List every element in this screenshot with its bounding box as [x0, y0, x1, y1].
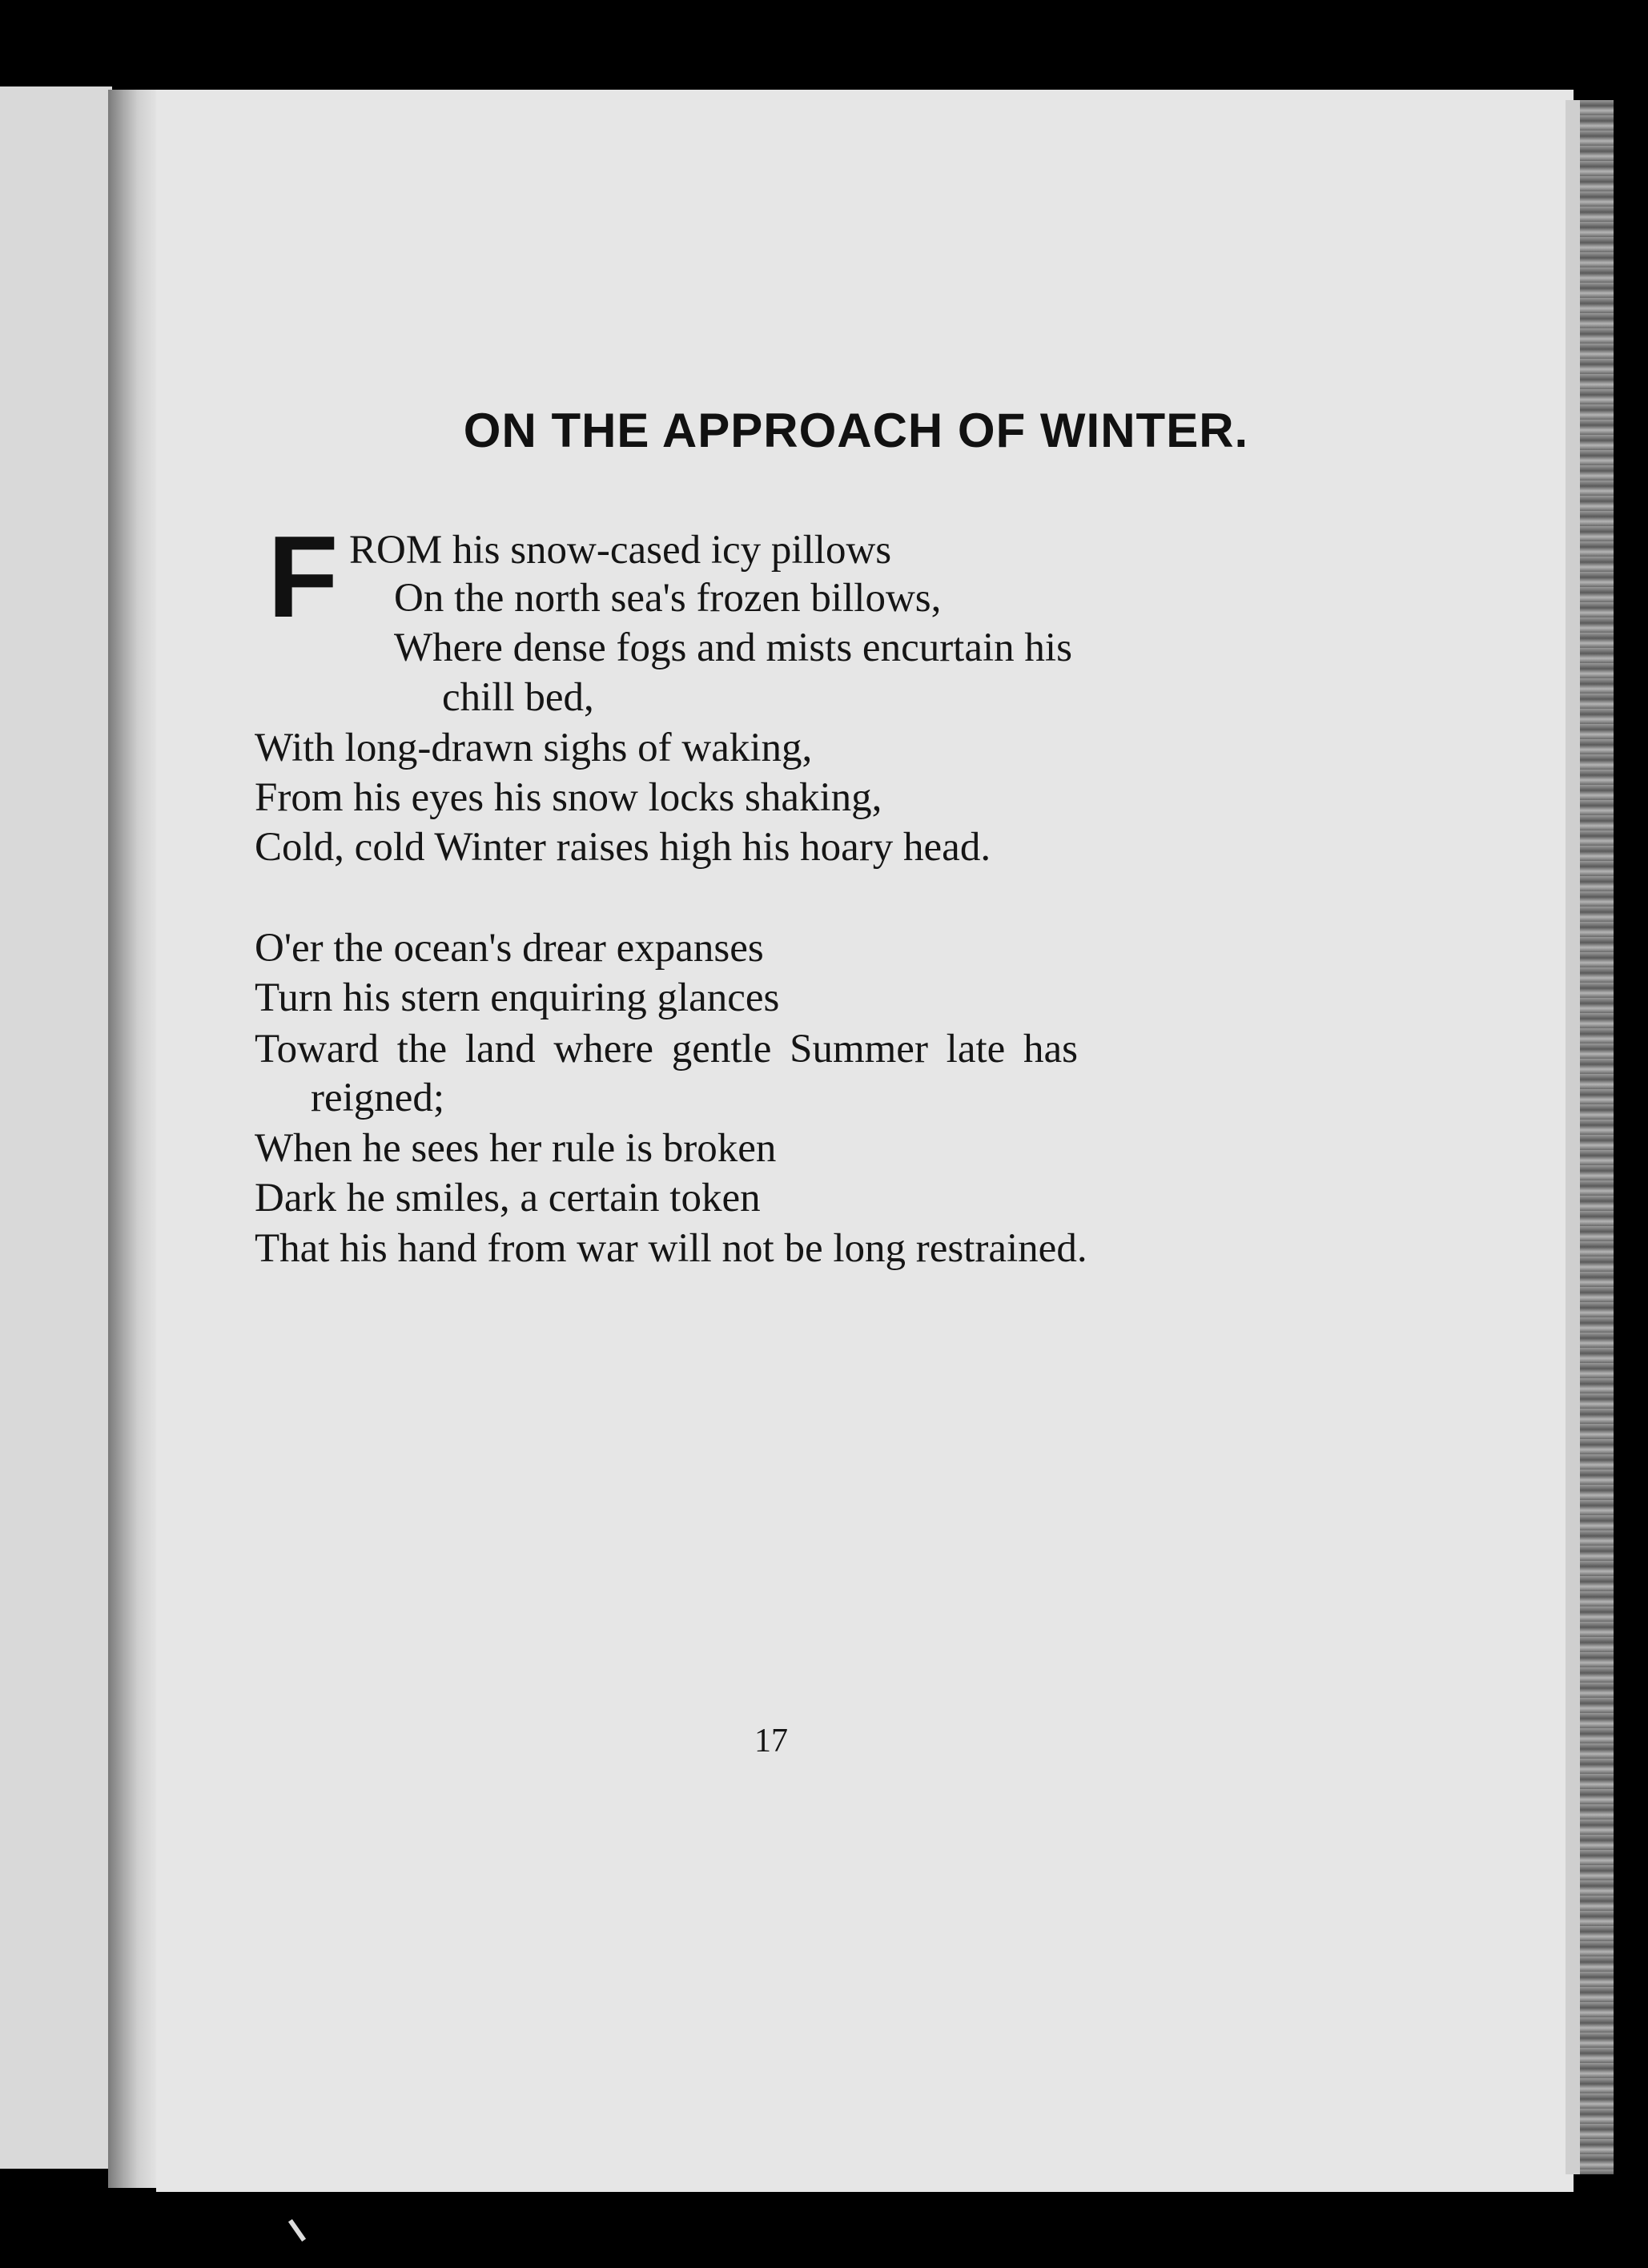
poem-line: chill bed,	[442, 675, 594, 720]
poem-line: Turn his stern enquiring glances	[255, 975, 780, 1020]
poem-line: From his eyes his snow locks shaking,	[255, 775, 882, 820]
poem-title: ON THE APPROACH OF WINTER.	[463, 404, 1249, 457]
scan-mark	[288, 2219, 306, 2242]
poem-line: Toward the land where gentle Summer late has	[255, 1027, 1079, 1072]
page-number: 17	[754, 1723, 788, 1759]
poem-line: When he sees her rule is broken	[255, 1126, 777, 1171]
poem-line: ROM his snow-cased icy pillows	[349, 528, 892, 573]
poem-line: That his hand from war will not be long restrained.	[255, 1226, 1087, 1271]
poem-line: On the north sea's frozen billows,	[394, 576, 942, 621]
poem-line: O'er the ocean's drear expanses	[255, 926, 764, 971]
poem-line: reigned;	[311, 1076, 445, 1120]
poem-line: Dark he smiles, a certain token	[255, 1176, 761, 1220]
facing-page-edge	[0, 86, 112, 2169]
poem-line: Cold, cold Winter raises high his hoary head.	[255, 825, 991, 870]
drop-cap: F	[267, 512, 339, 641]
poem-line: Where dense fogs and mists encurtain his	[394, 625, 1072, 670]
poem-line: With long-drawn sighs of waking,	[255, 726, 813, 770]
